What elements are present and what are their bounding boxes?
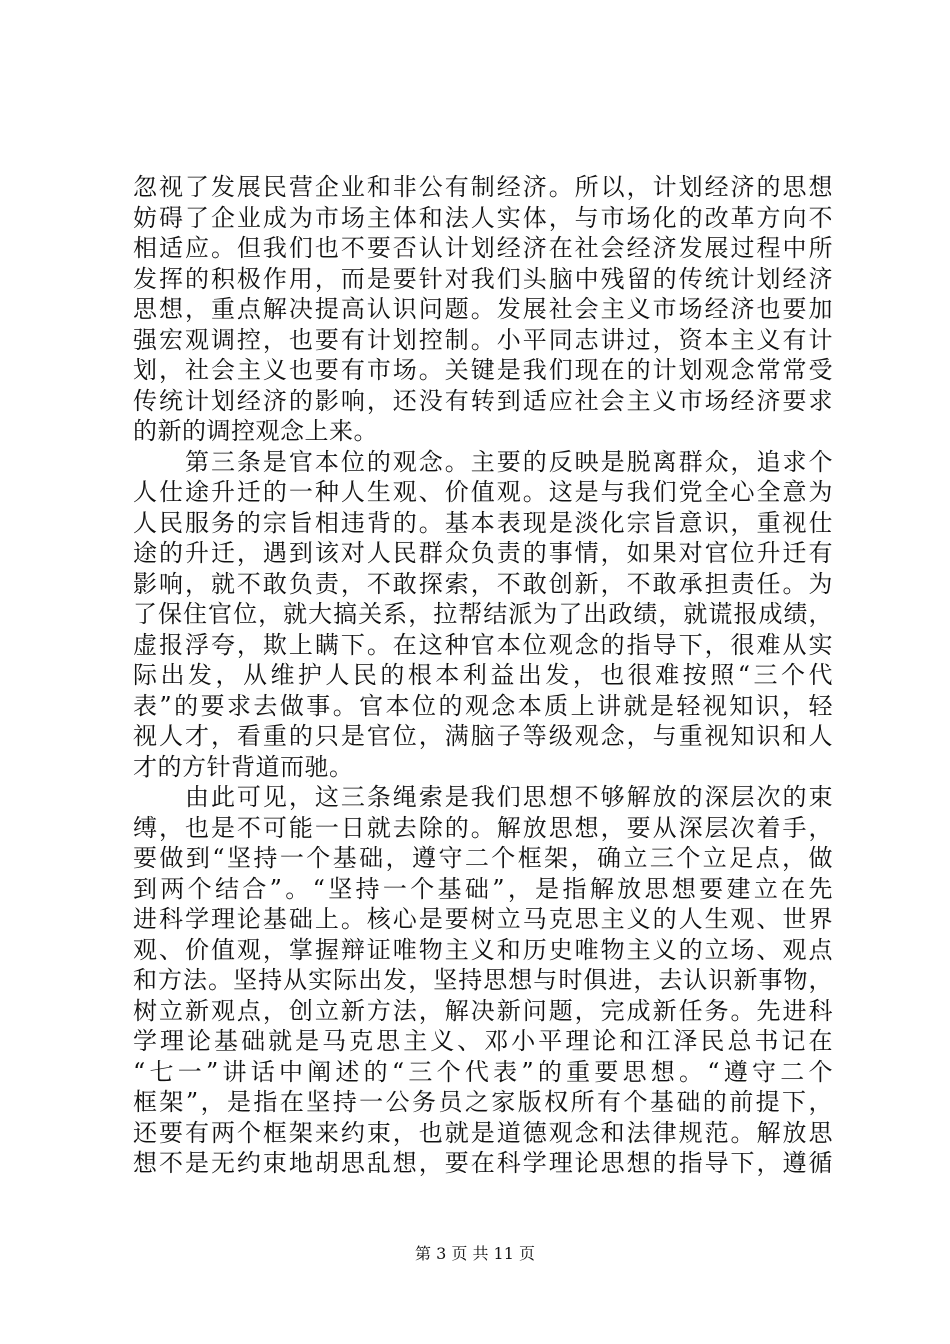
page-footer: 第 3 页 共 11 页 xyxy=(415,1244,535,1263)
text-line: 想不是无约束地胡思乱想，要在科学理论思想的指导下，遵循 xyxy=(133,1149,833,1177)
text-line: 人民服务的宗旨相违背的。基本表现是淡化宗旨意识，重视仕 xyxy=(133,508,833,537)
text-line: 相适应。但我们也不要否认计划经济在社会经济发展过程中所 xyxy=(133,234,833,262)
text-line: 人仕途升迁的一种人生观、价值观。这是与我们党全心全意为 xyxy=(133,478,833,506)
text-line: 的新的调控观念上来。 xyxy=(133,417,378,445)
text-line: 视人才，看重的只是官位，满脑子等级观念，与重视知识和人 xyxy=(133,722,833,750)
text-line: 划，社会主义也要有市场。关键是我们现在的计划观念常常受 xyxy=(133,356,833,384)
text-line: 由此可见，这三条绳索是我们思想不够解放的深层次的束 xyxy=(133,783,833,811)
text-line: 才的方针背道而驰。 xyxy=(133,752,354,781)
text-line: 途的升迁，遇到该对人民群众负责的事情，如果对官位升迁有 xyxy=(133,539,833,567)
text-line: 思想，重点解决提高认识问题。发展社会主义市场经济也要加 xyxy=(133,295,833,323)
body-text xyxy=(133,172,833,1179)
text-line: 传统计划经济的影响，还没有转到适应社会主义市场经济要求 xyxy=(133,386,833,415)
text-line: 发挥的积极作用，而是要针对我们头脑中残留的传统计划经济 xyxy=(133,264,833,293)
text-line: 要做到“坚持一个基础，遵守二个框架，确立三个立足点，做 xyxy=(133,844,833,872)
text-line: 强宏观调控，也要有计划控制。小平同志讲过，资本主义有计 xyxy=(133,325,833,354)
text-line: 第三条是官本位的观念。主要的反映是脱离群众，追求个 xyxy=(133,447,833,476)
text-line: 和方法。坚持从实际出发，坚持思想与时俱进，去认识新事物， xyxy=(133,966,833,994)
text-line: 忽视了发展民营企业和非公有制经济。所以，计划经济的思想 xyxy=(133,173,833,201)
text-line: 虚报浮夸，欺上瞒下。在这种官本位观念的指导下，很难从实 xyxy=(133,630,833,659)
text-line: 缚，也是不可能一日就去除的。解放思想，要从深层次着手， xyxy=(133,813,833,842)
text-line: 际出发，从维护人民的根本利益出发，也很难按照“三个代 xyxy=(133,661,833,689)
text-line: 框架”，是指在坚持一公务员之家版权所有个基础的前提下， xyxy=(133,1088,833,1116)
text-line: 妨碍了企业成为市场主体和法人实体，与市场化的改革方向不 xyxy=(133,203,833,232)
text-line: 学理论基础就是马克思主义、邓小平理论和江泽民总书记在 xyxy=(133,1027,833,1055)
text-line: 进科学理论基础上。核心是要树立马克思主义的人生观、世界 xyxy=(133,905,833,933)
text-line: 观、价值观，掌握辩证唯物主义和历史唯物主义的立场、观点 xyxy=(133,935,833,964)
text-line: 到两个结合”。“坚持一个基础”，是指解放思想要建立在先 xyxy=(133,874,833,903)
text-line: 还要有两个框架来约束，也就是道德观念和法律规范。解放思 xyxy=(133,1118,833,1147)
text-line: “七一”讲话中阐述的“三个代表”的重要思想。“遵守二个 xyxy=(133,1057,833,1086)
text-line: 了保住官位，就大搞关系，拉帮结派为了出政绩，就谎报成绩， xyxy=(133,600,833,628)
text-line: 树立新观点，创立新方法，解决新问题，完成新任务。先进科 xyxy=(133,996,833,1025)
text-line: 表”的要求去做事。官本位的观念本质上讲就是轻视知识，轻 xyxy=(133,691,833,720)
text-line: 影响，就不敢负责，不敢探索，不敢创新，不敢承担责任。为 xyxy=(133,569,833,598)
